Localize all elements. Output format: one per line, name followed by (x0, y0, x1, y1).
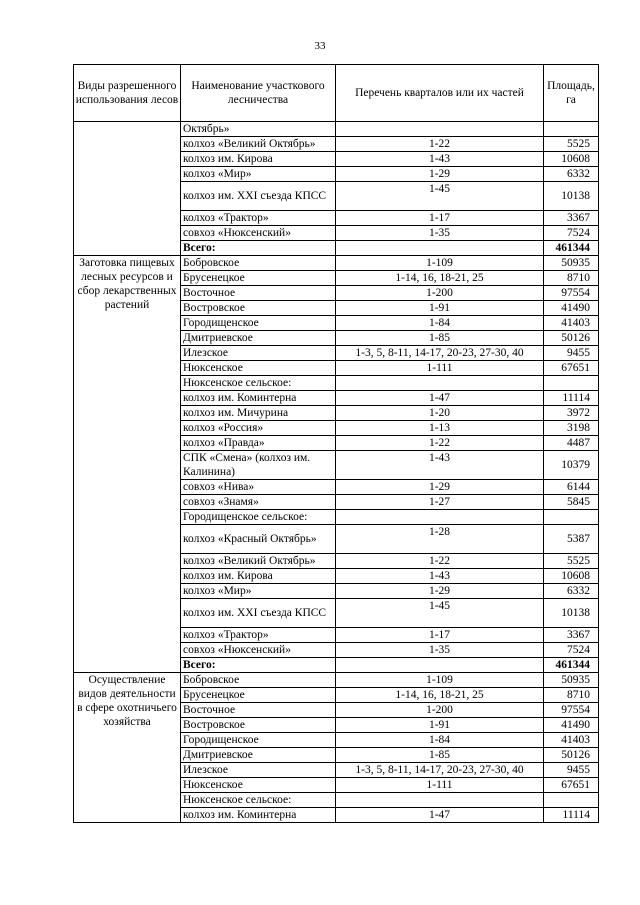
quarters-cell (336, 241, 544, 256)
area-cell (544, 793, 599, 808)
forestry-name-cell: колхоз «Великий Октябрь» (181, 554, 336, 569)
area-cell: 5387 (544, 525, 599, 554)
quarters-cell: 1-91 (336, 718, 544, 733)
forestry-name-cell: СПК «Смена» (колхоз им. Калинина) (181, 451, 336, 480)
forest-use-table (73, 64, 599, 823)
forestry-name-cell: колхоз им. XXI съезда КПСС (181, 599, 336, 628)
area-cell: 50126 (544, 331, 599, 346)
area-cell (544, 510, 599, 525)
area-cell: 97554 (544, 703, 599, 718)
forestry-name-cell: Востровское (181, 301, 336, 316)
quarters-cell: 1-91 (336, 301, 544, 316)
forestry-name-cell: колхоз «Трактор» (181, 628, 336, 643)
quarters-cell: 1-29 (336, 584, 544, 599)
quarters-cell: 1-111 (336, 778, 544, 793)
area-cell: 5845 (544, 495, 599, 510)
use-type-cell (74, 122, 181, 256)
area-cell: 41490 (544, 718, 599, 733)
area-cell: 7524 (544, 643, 599, 658)
forestry-name-cell: Илезское (181, 346, 336, 361)
area-cell: 3198 (544, 421, 599, 436)
forestry-name-cell: колхоз «Мир» (181, 584, 336, 599)
area-cell: 50126 (544, 748, 599, 763)
forestry-name-cell: колхоз им. XXI съезда КПСС (181, 182, 336, 211)
quarters-cell: 1-35 (336, 226, 544, 241)
forestry-name-cell: колхоз им. Кирова (181, 152, 336, 167)
header-use-type: Виды разрешенного использования лесов (74, 65, 181, 122)
area-cell: 97554 (544, 286, 599, 301)
area-cell: 6332 (544, 584, 599, 599)
quarters-cell (336, 122, 544, 137)
area-cell: 461344 (544, 658, 599, 673)
quarters-cell: 1-22 (336, 554, 544, 569)
quarters-cell: 1-109 (336, 673, 544, 688)
area-cell: 41403 (544, 316, 599, 331)
quarters-cell: 1-109 (336, 256, 544, 271)
forestry-name-cell: Нюксенское (181, 778, 336, 793)
forestry-name-cell: колхоз им. Кирова (181, 569, 336, 584)
forestry-name-cell: Востровское (181, 718, 336, 733)
area-cell: 3367 (544, 628, 599, 643)
area-cell: 50935 (544, 256, 599, 271)
forestry-name-cell: Восточное (181, 703, 336, 718)
quarters-cell: 1-47 (336, 808, 544, 823)
area-cell: 41403 (544, 733, 599, 748)
forestry-name-cell: Илезское (181, 763, 336, 778)
area-cell: 11114 (544, 808, 599, 823)
forestry-name-cell: совхоз «Нива» (181, 480, 336, 495)
quarters-cell: 1-111 (336, 361, 544, 376)
quarters-cell: 1-85 (336, 748, 544, 763)
forestry-name-cell: Нюксенское сельское: (181, 376, 336, 391)
forestry-name-cell: Нюксенское сельское: (181, 793, 336, 808)
forestry-name-cell: Бобровское (181, 256, 336, 271)
quarters-cell: 1-43 (336, 569, 544, 584)
area-cell: 10608 (544, 569, 599, 584)
forestry-name-cell: Городищенское (181, 733, 336, 748)
quarters-cell (336, 376, 544, 391)
header-area: Площадь, га (544, 65, 599, 122)
quarters-cell: 1-200 (336, 703, 544, 718)
quarters-cell: 1-27 (336, 495, 544, 510)
quarters-cell: 1-22 (336, 137, 544, 152)
quarters-cell: 1-43 (336, 451, 544, 480)
forestry-name-cell: колхоз им. Коминтерна (181, 391, 336, 406)
forestry-name-cell: Нюксенское (181, 361, 336, 376)
area-cell: 3972 (544, 406, 599, 421)
forestry-name-cell: колхоз им. Коминтерна (181, 808, 336, 823)
forestry-name-cell: Бобровское (181, 673, 336, 688)
area-cell: 11114 (544, 391, 599, 406)
quarters-cell (336, 510, 544, 525)
forestry-name-cell: Брусенецкое (181, 271, 336, 286)
quarters-cell: 1-17 (336, 628, 544, 643)
quarters-cell: 1-14, 16, 18-21, 25 (336, 271, 544, 286)
area-cell: 9455 (544, 346, 599, 361)
quarters-cell: 1-3, 5, 8-11, 14-17, 20-23, 27-30, 40 (336, 763, 544, 778)
area-cell: 10379 (544, 451, 599, 480)
quarters-cell: 1-20 (336, 406, 544, 421)
area-cell: 10138 (544, 599, 599, 628)
area-cell: 6144 (544, 480, 599, 495)
area-cell: 67651 (544, 778, 599, 793)
forestry-name-cell: Городищенское сельское: (181, 510, 336, 525)
area-cell (544, 376, 599, 391)
quarters-cell: 1-84 (336, 316, 544, 331)
area-cell: 4487 (544, 436, 599, 451)
area-cell: 5525 (544, 554, 599, 569)
area-cell (544, 122, 599, 137)
header-quarters: Перечень кварталов или их частей (336, 65, 544, 122)
forestry-name-cell: колхоз «Мир» (181, 167, 336, 182)
forestry-name-cell: колхоз им. Мичурина (181, 406, 336, 421)
quarters-cell: 1-14, 16, 18-21, 25 (336, 688, 544, 703)
quarters-cell: 1-43 (336, 152, 544, 167)
header-forestry-name: Наименование участкового лесничества (181, 65, 336, 122)
forestry-name-cell: Восточное (181, 286, 336, 301)
area-cell: 6332 (544, 167, 599, 182)
quarters-cell: 1-45 (336, 182, 544, 211)
table-row (74, 122, 599, 137)
quarters-cell: 1-28 (336, 525, 544, 554)
area-cell: 5525 (544, 137, 599, 152)
area-cell: 461344 (544, 241, 599, 256)
forestry-name-cell: Октябрь» (181, 122, 336, 137)
quarters-cell: 1-47 (336, 391, 544, 406)
table-row (74, 256, 599, 271)
quarters-cell: 1-17 (336, 211, 544, 226)
page-number: 33 (314, 40, 326, 52)
area-cell: 41490 (544, 301, 599, 316)
quarters-cell (336, 793, 544, 808)
area-cell: 10138 (544, 182, 599, 211)
quarters-cell: 1-84 (336, 733, 544, 748)
area-cell: 8710 (544, 688, 599, 703)
quarters-cell: 1-35 (336, 643, 544, 658)
use-type-cell: Заготовка пищевых лесных ресурсов и сбор лекарственных растений (74, 256, 181, 673)
area-cell: 3367 (544, 211, 599, 226)
area-cell: 7524 (544, 226, 599, 241)
area-cell: 50935 (544, 673, 599, 688)
quarters-cell: 1-200 (336, 286, 544, 301)
forestry-name-cell: совхоз «Нюксенский» (181, 226, 336, 241)
table-body (74, 122, 599, 823)
forestry-name-cell: Дмитриевское (181, 748, 336, 763)
area-cell: 9455 (544, 763, 599, 778)
forestry-name-cell: совхоз «Знамя» (181, 495, 336, 510)
header-row (74, 65, 599, 122)
forestry-name-cell: Брусенецкое (181, 688, 336, 703)
quarters-cell: 1-85 (336, 331, 544, 346)
quarters-cell: 1-45 (336, 599, 544, 628)
use-type-cell: Осуществление видов деятельности в сфере охотничьего хозяйства (74, 673, 181, 823)
forestry-name-cell: Дмитриевское (181, 331, 336, 346)
table-row (74, 673, 599, 688)
forestry-name-cell: Городищенское (181, 316, 336, 331)
area-cell: 67651 (544, 361, 599, 376)
quarters-cell: 1-29 (336, 480, 544, 495)
area-cell: 10608 (544, 152, 599, 167)
quarters-cell (336, 658, 544, 673)
forestry-name-cell: колхоз «Трактор» (181, 211, 336, 226)
area-cell: 8710 (544, 271, 599, 286)
quarters-cell: 1-13 (336, 421, 544, 436)
forestry-name-cell: Всего: (181, 241, 336, 256)
forestry-name-cell: колхоз «Красный Октябрь» (181, 525, 336, 554)
quarters-cell: 1-22 (336, 436, 544, 451)
forestry-name-cell: колхоз «Великий Октябрь» (181, 137, 336, 152)
quarters-cell: 1-3, 5, 8-11, 14-17, 20-23, 27-30, 40 (336, 346, 544, 361)
quarters-cell: 1-29 (336, 167, 544, 182)
forestry-name-cell: Всего: (181, 658, 336, 673)
forestry-name-cell: совхоз «Нюксенский» (181, 643, 336, 658)
forestry-name-cell: колхоз «Россия» (181, 421, 336, 436)
forestry-name-cell: колхоз «Правда» (181, 436, 336, 451)
